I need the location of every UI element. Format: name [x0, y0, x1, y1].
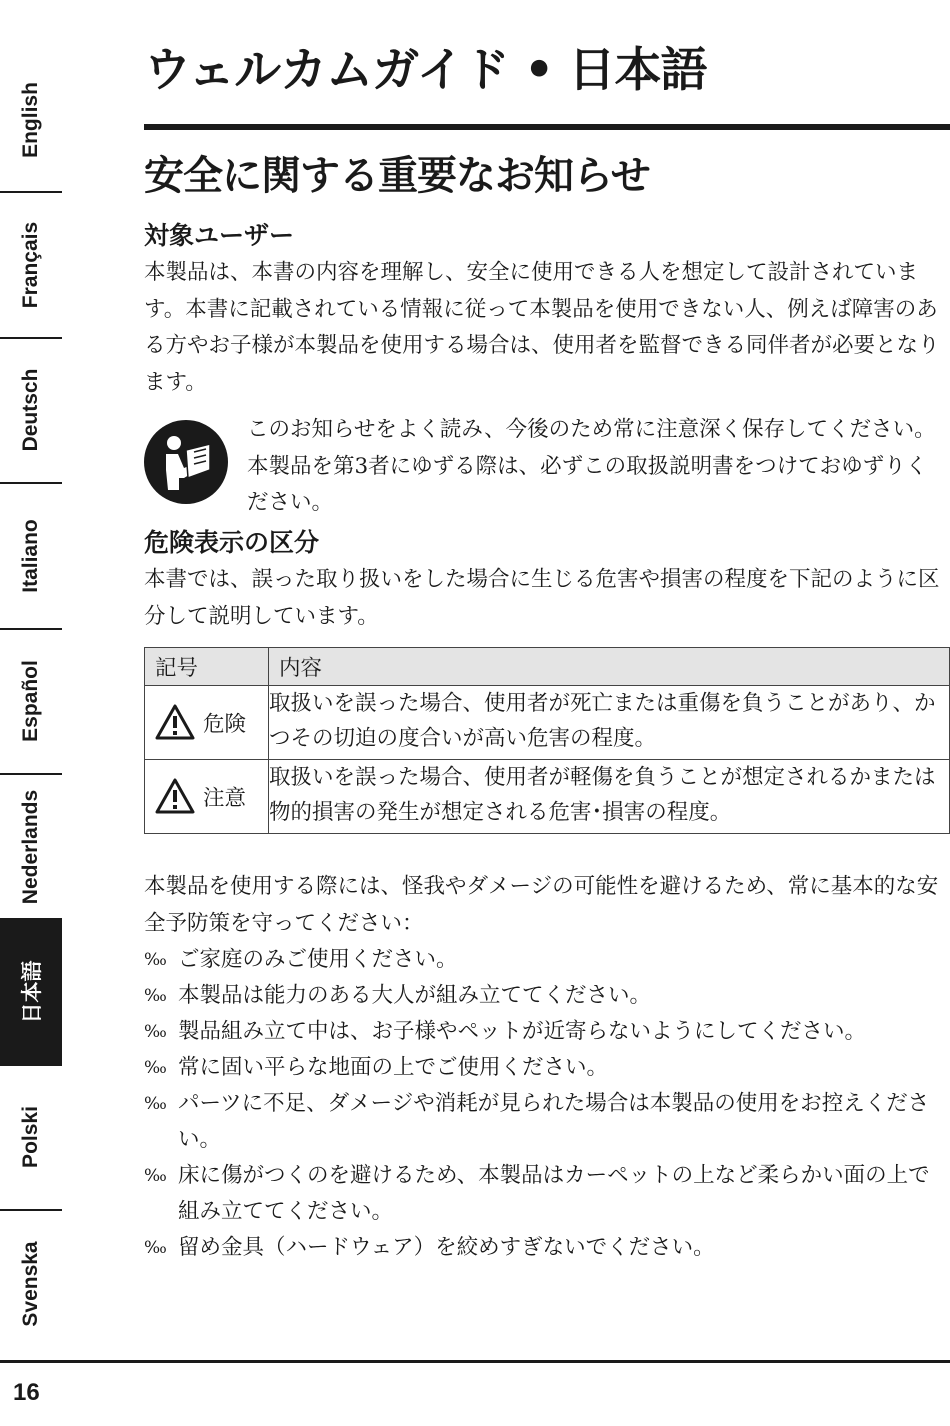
hazard-label: 注意	[203, 785, 247, 811]
target-users-heading: 対象ユーザー	[144, 221, 295, 250]
list-item-text: ご家庭のみご使用ください。	[178, 947, 458, 972]
list-item	[144, 1014, 950, 1050]
list-item	[144, 978, 950, 1014]
lang-tab-label: English	[19, 81, 42, 158]
bullet-marker: ‰	[144, 1166, 167, 1186]
hazard-heading: 危険表示の区分	[144, 528, 320, 557]
list-item	[144, 942, 950, 978]
symbol-cell	[145, 760, 269, 834]
list-item	[144, 1086, 950, 1158]
table-row	[145, 760, 950, 834]
notice-text: このお知らせをよく読み、今後のため常に注意深く保存してください。本製品を第3者にゆずる際は、必ずこの取扱説明書をつけておゆずりください。	[247, 417, 936, 515]
lang-tab-english[interactable]	[0, 48, 62, 193]
lang-tab-label: Français	[19, 221, 42, 309]
bullet-marker: ‰	[144, 1022, 167, 1042]
page-title: ウェルカムガイド • 日本語	[144, 43, 707, 98]
warning-triangle-icon	[155, 704, 195, 740]
list-item-text: 本製品は能力のある大人が組み立ててください。	[178, 983, 652, 1008]
list-item	[144, 1050, 950, 1086]
lang-tab-svenska[interactable]	[0, 1211, 62, 1356]
lang-tab-japanese[interactable]	[0, 920, 62, 1065]
bullet-marker: ‰	[144, 950, 167, 970]
precautions-list	[144, 942, 950, 1266]
col-header-content: 内容	[269, 648, 950, 686]
hazard-label: 危険	[203, 711, 247, 737]
list-item-text: 製品組み立て中は、お子様やペットが近寄らないようにしてください。	[178, 1019, 867, 1044]
precautions-intro: 本製品を使用する際には、怪我やダメージの可能性を避けるため、常に基本的な安全予防策を守ってください：	[144, 874, 939, 936]
bullet-marker: ‰	[144, 1238, 167, 1258]
lang-tab-label: 日本語	[21, 960, 44, 1024]
lang-tab-label: Polski	[19, 1106, 42, 1169]
lang-tab-label: Italiano	[19, 519, 42, 593]
title-rule	[144, 124, 950, 130]
lang-tab-italiano[interactable]	[0, 484, 62, 629]
footer-rule	[0, 1360, 950, 1363]
hazard-table	[144, 647, 950, 834]
lang-tab-label: Deutsch	[19, 369, 42, 452]
list-item-text: 床に傷がつくのを避けるため、本製品はカーペットの上など柔らかい面の上で組み立ててください。	[178, 1163, 930, 1224]
list-item	[144, 1230, 950, 1266]
target-users-body: 本製品は、本書の内容を理解し、安全に使用できる人を想定して設計されています。本書に記載されている情報に従って本製品を使用できない人、例えば障害のある方やお子様が本製品を使用する場合は、使用者を監督できる同伴者が必要となります。	[144, 260, 940, 395]
list-item	[144, 1158, 950, 1230]
hazard-description: 取扱いを誤った場合、使用者が軽傷を負うことが想定されるかまたは物的損害の発生が想定される危害･損害の程度。	[269, 760, 950, 834]
table-header-row	[145, 648, 950, 686]
lang-tab-label: Español	[19, 660, 42, 743]
lang-tab-espanol[interactable]	[0, 630, 62, 775]
bullet-marker: ‰	[144, 986, 167, 1006]
read-manual-icon	[144, 420, 228, 504]
lang-tab-deutsch[interactable]	[0, 339, 62, 484]
section-title: 安全に関する重要なお知らせ	[144, 153, 650, 199]
language-sidebar	[0, 48, 62, 1357]
list-item-text: 常に固い平らな地面の上でご使用ください。	[178, 1055, 609, 1080]
lang-tab-label: Nederlands	[19, 789, 42, 904]
hazard-body: 本書では、誤った取り扱いをした場合に生じる危害や損害の程度を下記のように区分して説明しています。	[144, 567, 940, 629]
symbol-cell	[145, 686, 269, 760]
lang-tab-nederlands[interactable]	[0, 775, 62, 920]
lang-tab-francais[interactable]	[0, 193, 62, 338]
hazard-description: 取扱いを誤った場合、使用者が死亡または重傷を負うことがあり、かつその切迫の度合いが高い危害の程度。	[269, 686, 950, 760]
list-item-text: 留め金具（ハードウェア）を絞めすぎないでください。	[178, 1235, 715, 1260]
warning-triangle-icon	[155, 778, 195, 814]
list-item-text: パーツに不足、ダメージや消耗が見られた場合は本製品の使用をお控えください。	[178, 1091, 930, 1152]
bullet-marker: ‰	[144, 1058, 167, 1078]
lang-tab-polski[interactable]	[0, 1066, 62, 1211]
bullet-marker: ‰	[144, 1094, 167, 1114]
table-row	[145, 686, 950, 760]
page-number: 16	[13, 1379, 40, 1406]
col-header-symbol: 記号	[145, 648, 269, 686]
lang-tab-label: Svenska	[19, 1241, 42, 1327]
